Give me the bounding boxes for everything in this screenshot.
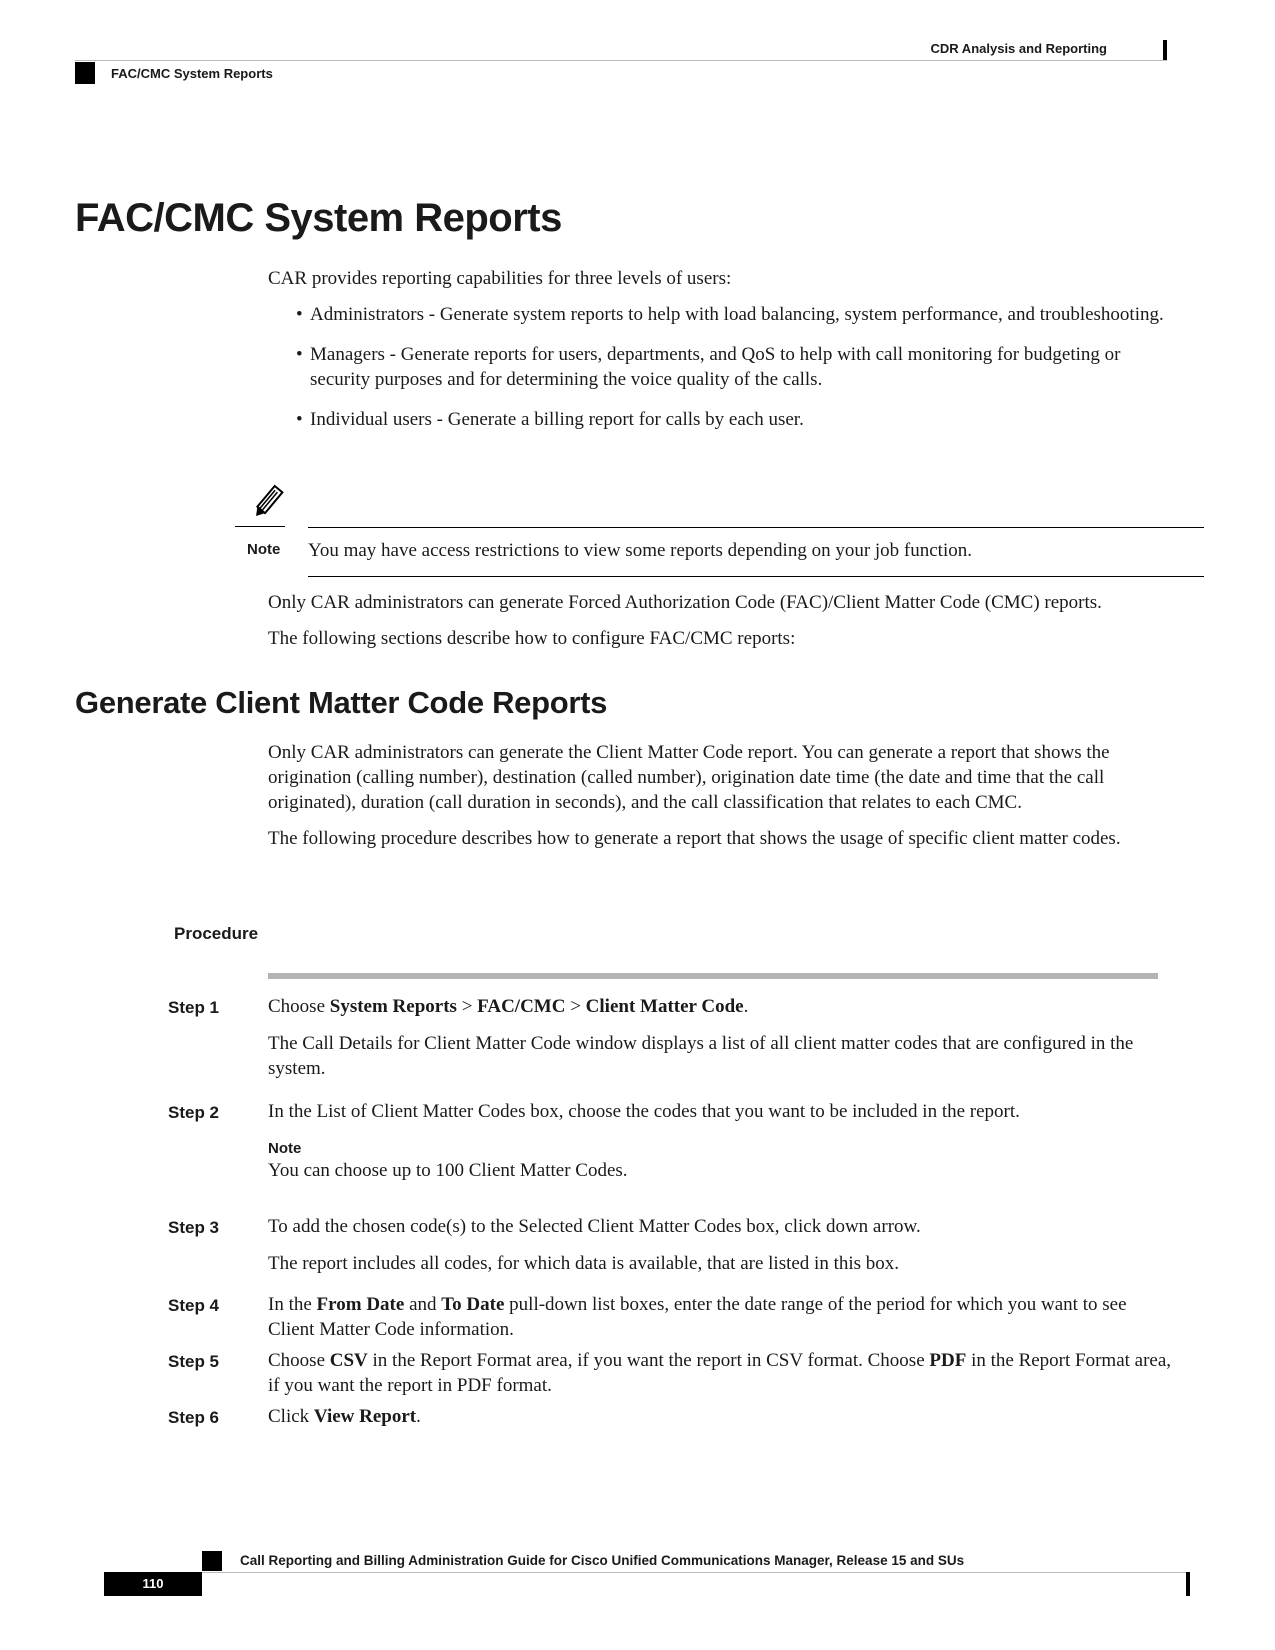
user-levels-list <box>296 302 1176 447</box>
note-label: Note <box>247 541 281 558</box>
following-sections-paragraph: The following sections describe how to configure FAC/CMC reports: <box>268 628 796 649</box>
footer-title: Call Reporting and Billing Administration Guide for Cisco Unified Communications Manager, Release 15 and SUs <box>240 1553 965 1568</box>
footer-marker-bar <box>1186 1572 1190 1596</box>
step-2-note-label: Note <box>268 1140 302 1157</box>
step-3-label: Step 3 <box>168 1218 220 1237</box>
footer-rule <box>202 1572 1190 1573</box>
step-6-label: Step 6 <box>168 1408 220 1427</box>
running-header-section: FAC/CMC System Reports <box>111 66 273 81</box>
pencil-icon <box>248 484 286 522</box>
header-marker-bar <box>1163 40 1167 60</box>
note-rule-top <box>308 527 1204 528</box>
running-header-chapter: CDR Analysis and Reporting <box>930 41 1107 56</box>
step-2-label: Step 2 <box>168 1103 220 1122</box>
list-item: • Administrators - Generate system reports to help with load balancing, system performance, and troubleshooting. <box>296 304 1164 325</box>
page-number: 110 <box>104 1572 202 1596</box>
note-text: You may have access restrictions to view some reports depending on your job function. <box>308 540 972 561</box>
step-2-note-text: You can choose up to 100 Client Matter Codes. <box>268 1160 628 1181</box>
step-2-text: In the List of Client Matter Codes box, choose the codes that you want to be included in the report. <box>268 1101 1020 1122</box>
footer-marker-box <box>202 1551 222 1571</box>
procedure-label: Procedure <box>174 924 259 943</box>
step-4-text: In the From Date and To Date pull-down list boxes, enter the date range of the period for which you want to see Client Matter Code information. <box>268 1294 1127 1340</box>
header-rule <box>75 60 1167 61</box>
procedure-bar <box>268 973 1158 979</box>
section-heading: Generate Client Matter Code Reports <box>75 685 608 720</box>
note-icon-rule <box>235 526 285 527</box>
intro-paragraph: CAR provides reporting capabilities for three levels of users: <box>268 268 732 289</box>
step-1-text: Choose System Reports > FAC/CMC > Client Matter Code. <box>268 996 749 1017</box>
list-item: • Individual users - Generate a billing report for calls by each user. <box>296 409 804 430</box>
step-3-text: To add the chosen code(s) to the Selected Client Matter Codes box, click down arrow. <box>268 1216 921 1237</box>
section-paragraph-2: The following procedure describes how to generate a report that shows the usage of specific client matter codes. <box>268 828 1121 849</box>
page-title: FAC/CMC System Reports <box>75 196 562 240</box>
list-item: • Managers - Generate reports for users, departments, and QoS to help with call monitoring for budgeting or security purposes and for determining the voice quality of the calls. <box>296 344 1121 390</box>
step-6-text: Click View Report. <box>268 1406 421 1427</box>
step-5-text: Choose CSV in the Report Format area, if you want the report in CSV format. Choose PDF in the Report Format area, if you want the report in PDF format. <box>268 1350 1172 1396</box>
step-1-detail: The Call Details for Client Matter Code window displays a list of all client matter codes that are configured in the system. <box>268 1033 1134 1079</box>
header-marker-box <box>75 62 95 84</box>
step-5-label: Step 5 <box>168 1352 220 1371</box>
note-rule-bottom <box>308 576 1204 577</box>
step-3-detail: The report includes all codes, for which data is available, that are listed in this box. <box>268 1253 900 1274</box>
section-paragraph-1: Only CAR administrators can generate the Client Matter Code report. You can generate a report that shows the origination (calling number), destination (called number), origination date time (the date and time that the call originated), duration (call duration in seconds), and the call classification that relates to each CMC. <box>268 742 1110 813</box>
step-1-label: Step 1 <box>168 998 220 1017</box>
fac-cmc-paragraph: Only CAR administrators can generate Forced Authorization Code (FAC)/Client Matter Code (CMC) reports. <box>268 592 1102 613</box>
step-4-label: Step 4 <box>168 1296 220 1315</box>
